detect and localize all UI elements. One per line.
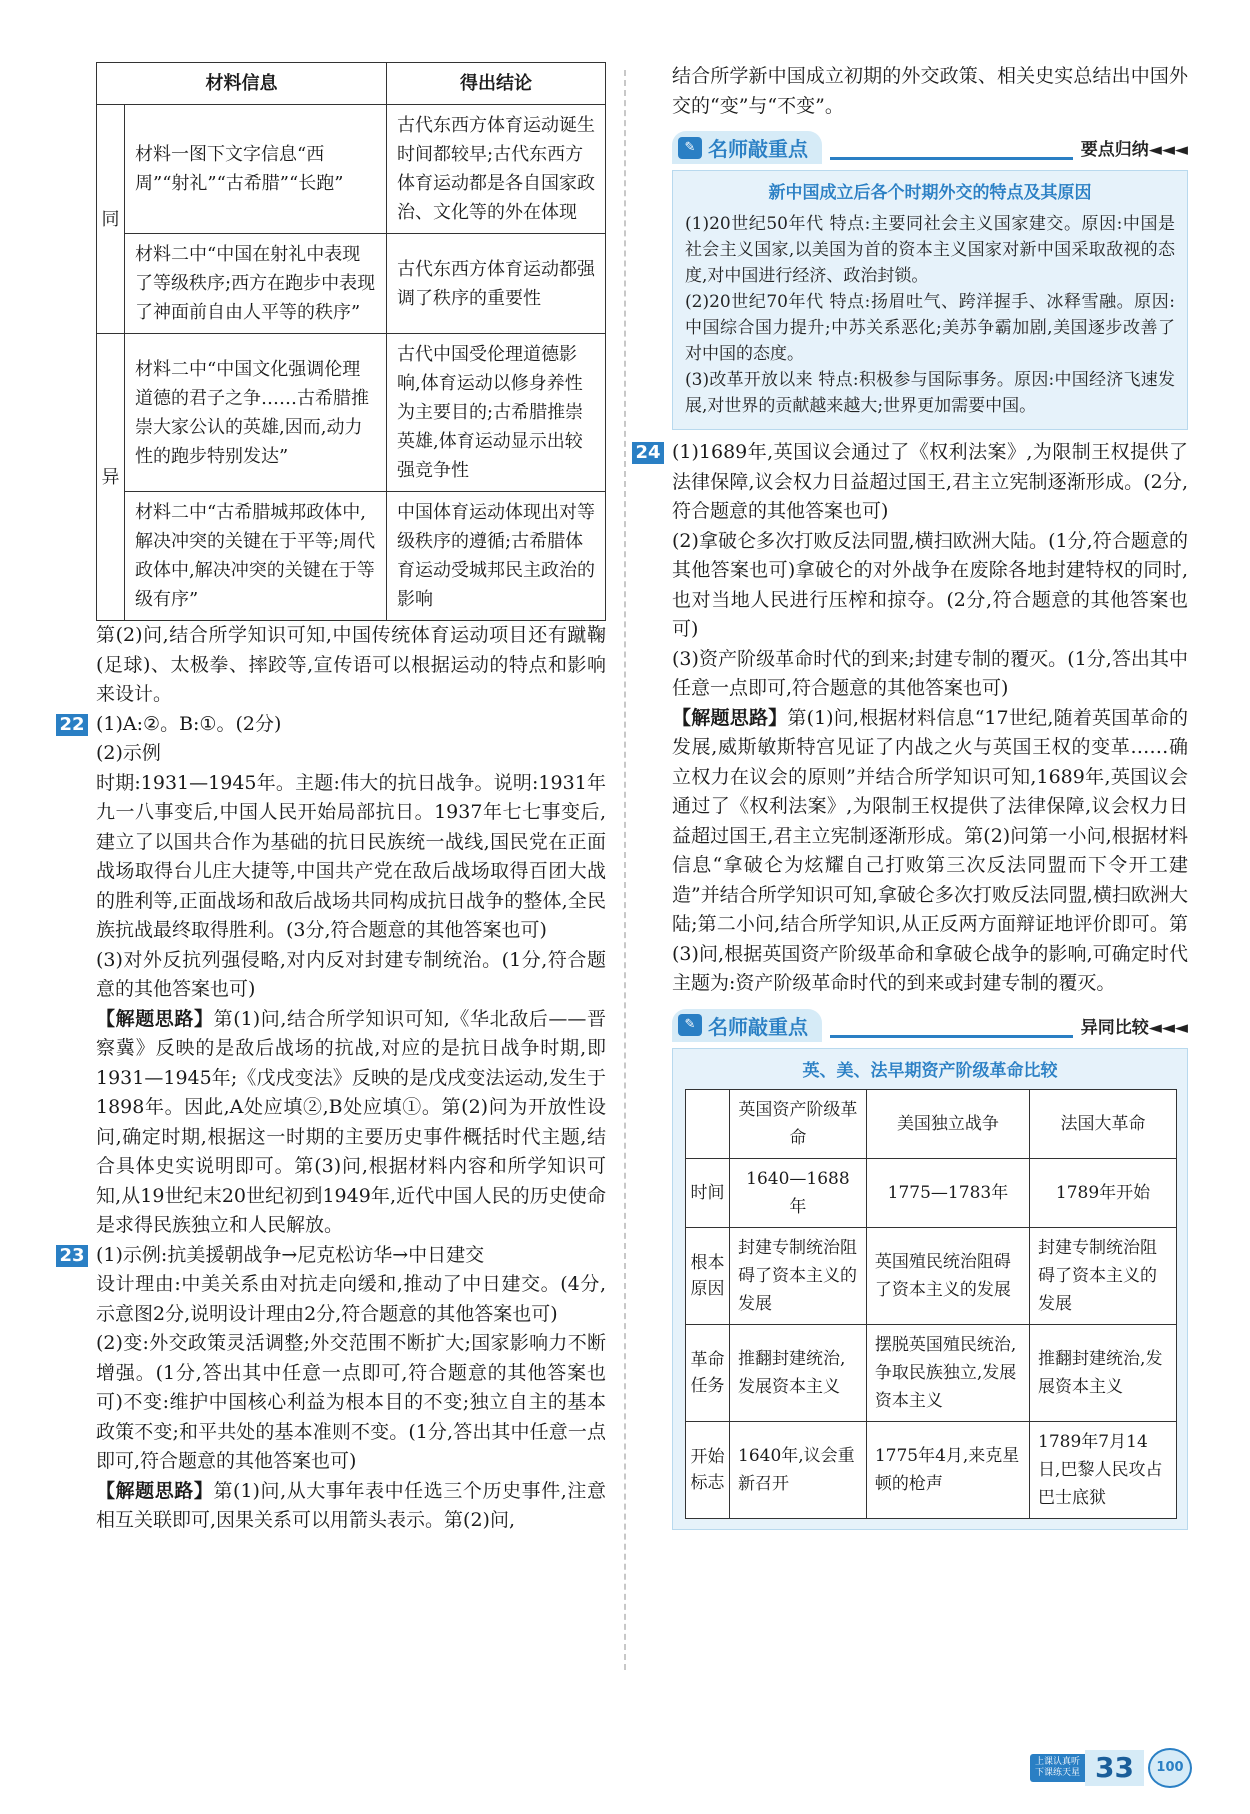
- table-cell: 摆脱英国殖民统治,争取民族独立,发展资本主义: [866, 1324, 1029, 1421]
- table-cell: 1789年7月14日,巴黎人民攻占巴士底狱: [1030, 1421, 1177, 1518]
- table-row: [97, 492, 606, 621]
- header-rule: [830, 1035, 1073, 1038]
- page-footer: [1030, 1748, 1192, 1788]
- corner-cell: [686, 1089, 730, 1158]
- box-title: 英、美、法早期资产阶级革命比较: [802, 1060, 1058, 1081]
- question-number-22: 22: [56, 714, 88, 736]
- row-header: 开始标志: [686, 1421, 730, 1518]
- table-row: [686, 1158, 1177, 1227]
- table-cell: 推翻封建统治,发展资本主义: [1030, 1324, 1177, 1421]
- q22-part2-label: (2)示例: [96, 742, 161, 764]
- thinking-text: 第(1)问,从大事年表中任选三个历史事件,注意相互关联即可,因果关系可以用箭头表示。第(2)问,: [96, 1479, 606, 1531]
- q23-part2: (2)变:外交政策灵活调整;外交范围不断扩大;国家影响力不断增强。(1分,答出其中任意一点即可,符合题意的其他答案也可)不变:维护中国核心利益为根本目的不变;独立自主的基本政策不变;和平共处的基本准则不变。(1分,答出其中任意一点即可,符合题意的其他答案也可): [96, 1332, 606, 1472]
- left-column: [59, 62, 606, 1536]
- q24-part1: [635, 438, 1188, 527]
- paragraph: 结合所学新中国成立初期的外交政策、相关史实总结出中国外交的“变”与“不变”。: [672, 65, 1188, 117]
- box-paragraph: (3)改革开放以来 特点:积极参与国际事务。原因:中国经济飞速发展,对世界的贡献越来越大;世界更加需要中国。: [685, 370, 1175, 416]
- different-label: 异: [97, 334, 125, 621]
- table-cell: 1789年开始: [1030, 1158, 1177, 1227]
- material-cell: 材料一图下文字信息“西周”“射礼”“古希腊”“长跑”: [125, 105, 387, 234]
- row-header: 时间: [686, 1158, 730, 1227]
- table-cell: 1775年4月,来克星顿的枪声: [866, 1421, 1029, 1518]
- table-row: [97, 234, 606, 334]
- teacher-tag-label: 名师敲重点: [708, 137, 808, 161]
- q22-part1-text: (1)A:②。B:①。(2分): [96, 712, 282, 735]
- q23-thinking: [96, 1477, 606, 1536]
- table-row: [686, 1421, 1177, 1518]
- slogan-line: 下课练天星: [1035, 1768, 1081, 1778]
- key-points-box: [672, 170, 1188, 430]
- q22-part1: [59, 710, 606, 740]
- box-kind-label: 异同比较◄◄◄: [1080, 1017, 1188, 1038]
- q22-part2-text: 时期:1931—1945年。主题:伟大的抗日战争。说明:1931年九一八事变后,中国人民开始局部抗日。1937年七七事变后,建立了以国共合作为基础的抗日民族统一战线,国民党在正面战场取得台儿庄大捷等,中国共产党在敌后战场取得百团大战的胜利等,正面战场和敌后战场共同构成抗日战争的整体,全民族抗战最终取得胜利。(3分,符合题意的其他答案也可): [96, 771, 606, 941]
- material-conclusion-table: [96, 62, 606, 621]
- row-header: 根本原因: [686, 1227, 730, 1324]
- q22-part3: (3)对外反抗列强侵略,对内反对封建专制统治。(1分,符合题意的其他答案也可): [96, 948, 606, 1000]
- q22-thinking: [96, 1005, 606, 1241]
- q24-thinking: [672, 704, 1188, 999]
- column-divider: [624, 70, 626, 1670]
- q24-part1-text: (1)1689年,英国议会通过了《权利法案》,为限制王权提供了法律保障,议会权力日益超过国王,君主立宪制逐渐形成。(2分,符合题意的其他答案也可): [672, 441, 1188, 522]
- conclusion-cell: 古代东西方体育运动诞生时间都较早;古代东西方体育运动都是各自国家政治、文化等的外在体现: [387, 105, 606, 234]
- conclusion-cell: 中国体育运动体现出对等级秩序的遵循;古希腊体育运动受城邦民主政治的影响: [387, 492, 606, 621]
- table-cell: 1640年,议会重新召开: [730, 1421, 867, 1518]
- table-row: [97, 105, 606, 234]
- table-row: [97, 334, 606, 492]
- same-label: 同: [97, 105, 125, 334]
- paragraph: 第(2)问,结合所学知识可知,中国传统体育运动项目还有蹴鞠(足球)、太极拳、摔跤等,宣传语可以根据运动的特点和影响来设计。: [96, 624, 606, 705]
- box-kind-label: 要点归纳◄◄◄: [1080, 140, 1188, 160]
- table-header-conclusion: 得出结论: [387, 63, 606, 105]
- thinking-label: 【解题思路】: [96, 1007, 214, 1030]
- mascot-logo-icon: 100: [1148, 1748, 1192, 1788]
- teacher-tag-label: 名师敲重点: [708, 1014, 808, 1039]
- box-paragraph: (2)20世纪70年代 特点:扬眉吐气、跨洋握手、冰释雪融。原因:中国综合国力提升;中苏关系恶化;美苏争霸加剧,美国逐步改善了对中国的态度。: [685, 292, 1175, 364]
- box-paragraph: (1)20世纪50年代 特点:主要同社会主义国家建交。原因:中国是社会主义国家,以美国为首的资本主义国家对新中国采取敌视的态度,对中国进行经济、政治封锁。: [685, 214, 1175, 286]
- table-cell: 封建专制统治阻碍了资本主义的发展: [730, 1227, 867, 1324]
- page-number: 33: [1085, 1750, 1144, 1786]
- table-cell: 1775—1783年: [866, 1158, 1029, 1227]
- thinking-text: 第(1)问,根据材料信息“17世纪,随着英国革命的发展,威斯敏斯特宫见证了内战之火与英国王权的变革……确立权力在议会的原则”并结合所学知识可知,1689年,英国议会通过了《权利法案》,为限制王权提供了法律保障,议会权力日益超过国王,君主立宪制逐渐形成。第(2)问第一小问,根据材料信息“拿破仑为炫耀自己打败第三次反法同盟而下令开工建造”并结合所学知识可知,拿破仑多次打败反法同盟,横扫欧洲大陆;第二小问,结合所学知识,从正反两方面辩证地评价即可。第(3)问,根据英国资产阶级革命和拿破仑战争的影响,可确定时代主题为:资产阶级革命时代的到来或封建专制的覆灭。: [672, 706, 1188, 994]
- footer-slogan: [1030, 1754, 1085, 1782]
- conclusion-cell: 古代中国受伦理道德影响,体育运动以修身养性为主要目的;古希腊推崇英雄,体育运动显示出较强竞争性: [387, 334, 606, 492]
- comparison-box: [672, 1048, 1188, 1530]
- box-title: 新中国成立后各个时期外交的特点及其原因: [768, 183, 1092, 203]
- table-row: [686, 1324, 1177, 1421]
- teacher-icon: ✎: [678, 137, 702, 159]
- table-cell: 1640—1688年: [730, 1158, 867, 1227]
- header-rule: [830, 157, 1073, 160]
- thinking-text: 第(1)问,结合所学知识可知,《华北敌后——晋察冀》反映的是敌后战场的抗战,对应的是抗日战争时期,即1931—1945年;《戊戌变法》反映的是戊戌变法运动,发生于1898年。因此,A处应填②,B处应填①。第(2)问为开放性设问,确定时期,根据这一时期的主要历史事件概括时代主题,结合具体史实说明即可。第(3)问,根据材料内容和所学知识可知,从19世纪末20世纪初到1949年,近代中国人民的历史使命是求得民族独立和人民解放。: [96, 1007, 606, 1236]
- right-column: [635, 62, 1188, 1530]
- q23-reason: 设计理由:中美关系由对抗走向缓和,推动了中日建交。(4分,示意图2分,说明设计理由2分,符合题意的其他答案也可): [96, 1273, 606, 1325]
- teacher-tag: [672, 1009, 822, 1042]
- thinking-label: 【解题思路】: [672, 706, 788, 729]
- column-header: 美国独立战争: [866, 1089, 1029, 1158]
- table-header-row: [686, 1089, 1177, 1158]
- row-header: 革命任务: [686, 1324, 730, 1421]
- q23-part1: [59, 1241, 606, 1271]
- q24-part2: (2)拿破仑多次打败反法同盟,横扫欧洲大陆。(1分,符合题意的其他答案也可)拿破仑的对外战争在废除各地封建特权的同时,也对当地人民进行压榨和掠夺。(2分,符合题意的其他答案也可): [672, 529, 1188, 640]
- table-cell: 英国殖民统治阻碍了资本主义的发展: [866, 1227, 1029, 1324]
- table-cell: 推翻封建统治,发展资本主义: [730, 1324, 867, 1421]
- column-header: 法国大革命: [1030, 1089, 1177, 1158]
- material-cell: 材料二中“中国在射礼中表现了等级秩序;西方在跑步中表现了神面前自由人平等的秩序”: [125, 234, 387, 334]
- table-row: [686, 1227, 1177, 1324]
- table-header-material: 材料信息: [97, 63, 387, 105]
- column-header: 英国资产阶级革命: [730, 1089, 867, 1158]
- teacher-tag: [672, 131, 822, 164]
- teacher-icon: ✎: [678, 1014, 702, 1036]
- question-number-24: 24: [632, 442, 664, 464]
- comparison-header: [672, 1009, 1188, 1042]
- q24-part3: (3)资产阶级革命时代的到来;封建专制的覆灭。(1分,答出其中任意一点即可,符合题意的其他答案也可): [672, 647, 1188, 699]
- q23-part1-text: (1)示例:抗美援朝战争→尼克松访华→中日建交: [96, 1243, 485, 1266]
- table-cell: 封建专制统治阻碍了资本主义的发展: [1030, 1227, 1177, 1324]
- conclusion-cell: 古代东西方体育运动都强调了秩序的重要性: [387, 234, 606, 334]
- thinking-label: 【解题思路】: [96, 1479, 214, 1502]
- material-cell: 材料二中“古希腊城邦政体中,解决冲突的关键在于平等;周代政体中,解决冲突的关键在于等级有序”: [125, 492, 387, 621]
- key-points-header: [672, 131, 1188, 164]
- material-cell: 材料二中“中国文化强调伦理道德的君子之争……古希腊推崇大家公认的英雄,因而,动力性的跑步特别发达”: [125, 334, 387, 492]
- question-number-23: 23: [56, 1245, 88, 1267]
- revolution-comparison-table: [685, 1089, 1177, 1519]
- slogan-line: 上课认真听: [1035, 1757, 1081, 1767]
